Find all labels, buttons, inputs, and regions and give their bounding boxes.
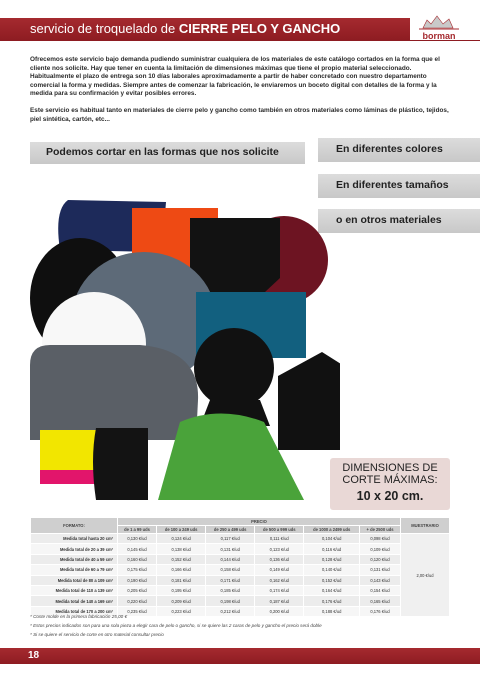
format-cell: Medida total de 140 a 169 cm² [31, 596, 118, 606]
header-rule [0, 40, 480, 41]
price-cell: 0,116 €/ud [304, 544, 360, 554]
price-cell: 0,162 €/ud [255, 575, 304, 585]
price-cell: 0,138 €/ud [157, 544, 206, 554]
page-title-prefix: servicio de troquelado de [30, 21, 179, 36]
dimensions-title: DIMENSIONES DE CORTE MÁXIMAS: [342, 462, 438, 486]
price-cell: 0,171 €/ud [206, 575, 255, 585]
tier-header: de 250 a 499 uds [206, 526, 255, 534]
table-row [31, 585, 450, 595]
price-cell: 0,176 €/ud [304, 596, 360, 606]
price-cell: 0,195 €/ud [157, 585, 206, 595]
grey-rounded-shape [30, 345, 198, 440]
note-single-side: * Estos precios indicados son para una sola pieza a elegir cara de pelo o gancho, si se quiere las 2 caras de pelo y gancho el precio será doble [30, 623, 322, 628]
price-cell: 0,223 €/ud [157, 606, 206, 616]
price-cell: 0,131 €/ud [206, 544, 255, 554]
price-cell: 0,176 €/ud [360, 606, 401, 616]
price-cell: 0,104 €/ud [304, 534, 360, 544]
table-row [31, 596, 450, 606]
footer-bar [0, 648, 480, 664]
format-cell: Medida total hasta 20 cm² [31, 534, 118, 544]
muestrario-header: MUESTRARIO [401, 518, 450, 534]
price-cell: 0,188 €/ud [304, 606, 360, 616]
banner-sizes-label: En diferentes tamaños [336, 179, 449, 191]
price-table-body [31, 534, 450, 617]
price-cell: 0,136 €/ud [255, 554, 304, 564]
price-cell: 0,200 €/ud [255, 606, 304, 616]
page-number: 18 [28, 650, 40, 661]
price-cell: 0,098 €/ud [360, 534, 401, 544]
table-row [31, 544, 450, 554]
table-row [31, 534, 450, 544]
price-cell: 0,131 €/ud [360, 565, 401, 575]
tier-header: de 1000 a 2499 uds [304, 526, 360, 534]
black-house-shape [278, 352, 340, 450]
tier-header: de 1 a 99 uds [118, 526, 157, 534]
muestrario-price: 2,00 €/ud [401, 534, 450, 617]
price-cell: 0,198 €/ud [206, 596, 255, 606]
banner-custom-shapes-label: Podemos cortar en las formas que nos solicite [46, 146, 279, 158]
format-cell: Medida total de 40 a 59 cm² [31, 554, 118, 564]
price-cell: 0,209 €/ud [157, 596, 206, 606]
price-table [30, 517, 450, 617]
price-cell: 0,212 €/ud [206, 606, 255, 616]
price-cell: 0,181 €/ud [157, 575, 206, 585]
price-cell: 0,130 €/ud [118, 534, 157, 544]
price-cell: 0,187 €/ud [255, 596, 304, 606]
price-cell: 0,165 €/ud [360, 596, 401, 606]
banner-sizes [318, 174, 480, 198]
price-cell: 0,152 €/ud [157, 554, 206, 564]
price-cell: 0,158 €/ud [206, 565, 255, 575]
price-cell: 0,174 €/ud [255, 585, 304, 595]
price-cell: 0,235 €/ud [118, 606, 157, 616]
table-header-row [31, 518, 450, 526]
price-cell: 0,144 €/ud [206, 554, 255, 564]
tier-header: de 100 a 249 uds [157, 526, 206, 534]
black-bulb-circle [194, 328, 274, 408]
page-title [30, 21, 340, 36]
tier-header: de 500 a 999 uds [255, 526, 304, 534]
precio-header: PRECIO [118, 518, 401, 526]
price-cell: 0,124 €/ud [157, 534, 206, 544]
price-cell: 0,128 €/ud [304, 554, 360, 564]
tier-header: + de 2500 uds [360, 526, 401, 534]
price-cell: 0,140 €/ud [304, 565, 360, 575]
intro-paragraph-1: Ofrecemos este servicio bajo demanda pudiendo suministrar cualquiera de los materiales de este catálogo cortados en la forma que el cliente nos solicite. Hay que tener en cuenta la limitación de dimensiones máximas que tiene el propio material seleccionado. Habitualmente el plazo de entrega son 10 días laborales aproximadamente a partir de haber concretado con nuestro departamento comercial la forma y medidas. Siempre antes de comenzar la fabricación, le enviaremos un boceto digital con detalles de la forma y la medida para su confirmación y evitar posibles errores. [30, 56, 440, 98]
table-row [31, 575, 450, 585]
price-cell: 0,117 €/ud [206, 534, 255, 544]
price-cell: 0,160 €/ud [118, 554, 157, 564]
price-cell: 0,154 €/ud [360, 585, 401, 595]
price-cell: 0,185 €/ud [206, 585, 255, 595]
dimensions-value: 10 x 20 cm. [356, 489, 424, 503]
price-cell: 0,166 €/ud [157, 565, 206, 575]
magenta-rectangle [40, 470, 96, 484]
format-cell: Medida total de 80 a 109 cm² [31, 575, 118, 585]
format-cell: Medida total de 20 a 39 cm² [31, 544, 118, 554]
format-cell: Medida total de 60 a 79 cm² [31, 565, 118, 575]
price-cell: 0,205 €/ud [118, 585, 157, 595]
format-cell: Medida total de 110 a 139 cm² [31, 585, 118, 595]
table-row [31, 565, 450, 575]
yellow-rectangle [40, 430, 96, 470]
banner-colors [318, 138, 480, 162]
price-cell: 0,111 €/ud [255, 534, 304, 544]
price-cell: 0,120 €/ud [360, 554, 401, 564]
price-cell: 0,164 €/ud [304, 585, 360, 595]
price-cell: 0,109 €/ud [360, 544, 401, 554]
page-title-bold: CIERRE PELO Y GANCHO [178, 21, 341, 36]
die-cut-shapes-illustration [20, 200, 340, 510]
price-cell: 0,123 €/ud [255, 544, 304, 554]
banner-materials [318, 209, 480, 233]
table-row [31, 554, 450, 564]
price-cell: 0,143 €/ud [360, 575, 401, 585]
format-cell: Medida total de 170 a 200 cm² [31, 606, 118, 616]
brand-name: borman [422, 31, 456, 41]
dimensions-box [330, 458, 450, 510]
banner-materials-label: o en otros materiales [336, 214, 442, 226]
note-mold-cost: * Coste molde en la primera fabricación 25,00 € [30, 614, 128, 619]
banner-colors-label: En diferentes colores [336, 143, 443, 155]
price-cell: 0,220 €/ud [118, 596, 157, 606]
black-tall-shape [93, 428, 148, 500]
price-cell: 0,190 €/ud [118, 575, 157, 585]
intro-paragraph-2: Este servicio es habitual tanto en materiales de cierre pelo y gancho como también en otros materiales como láminas de plástico, tejidos, piel sintética, cartón, etc... [30, 107, 449, 123]
note-other-material: * Si se quiere el servicio de corte en otro material consultar precio [30, 632, 164, 637]
price-cell: 0,149 €/ud [255, 565, 304, 575]
price-cell: 0,145 €/ud [118, 544, 157, 554]
price-cell: 0,175 €/ud [118, 565, 157, 575]
formato-header: FORMATO: [31, 518, 118, 534]
price-cell: 0,152 €/ud [304, 575, 360, 585]
banner-custom-shapes [30, 142, 305, 164]
